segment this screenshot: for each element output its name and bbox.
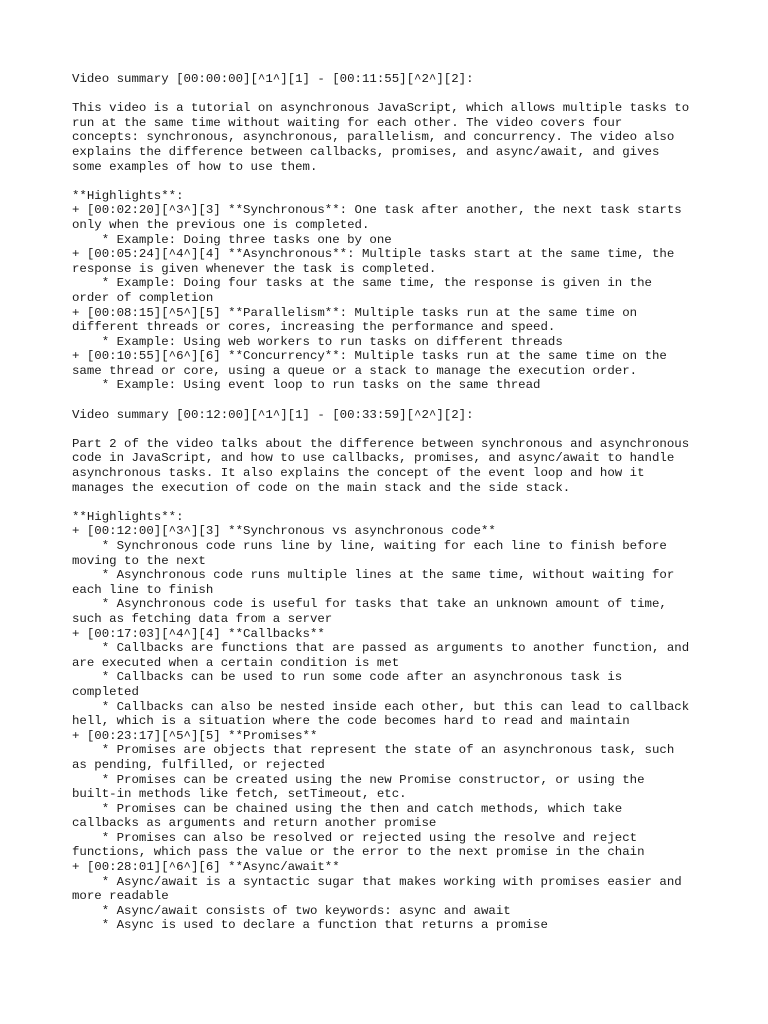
text-line: Part 2 of the video talks about the difference between synchronous and asynchronous — [72, 436, 690, 451]
text-line: each line to finish — [72, 582, 214, 597]
text-line: * Asynchronous code runs multiple lines at the same time, without waiting for — [72, 568, 675, 583]
text-line: more readable — [72, 889, 169, 904]
text-line: moving to the next — [72, 553, 206, 568]
text-line: * Promises are objects that represent the state of an asynchronous task, such — [72, 743, 675, 758]
text-line — [72, 393, 712, 408]
text-line: * Promises can also be resolved or rejected using the resolve and reject — [72, 830, 638, 845]
text-line — [72, 87, 712, 102]
text-line: * Example: Using event loop to run tasks on the same thread — [72, 378, 541, 393]
text-line: Video summary [00:00:00][^1^][1] - [00:11:55][^2^][2]: — [72, 72, 474, 86]
text-line: built-in methods like fetch, setTimeout, etc. — [72, 787, 407, 802]
text-line: This video is a tutorial on asynchronous JavaScript, which allows multiple tasks to — [72, 101, 690, 116]
text-line: * Example: Using web workers to run tasks on different threads — [72, 334, 563, 349]
text-line: * Example: Doing four tasks at the same time, the response is given in the — [72, 276, 652, 291]
text-line: hell, which is a situation where the code becomes hard to read and maintain — [72, 714, 630, 729]
text-line: run at the same time without waiting for each other. The video covers four — [72, 115, 623, 130]
text-line: callbacks as arguments and return another promise — [72, 816, 437, 831]
text-line: only when the previous one is completed. — [72, 217, 370, 232]
text-line: response is given whenever the task is completed. — [72, 261, 437, 276]
text-line: concepts: synchronous, asynchronous, parallelism, and concurrency. The video also — [72, 130, 675, 145]
text-line: + [00:05:24][^4^][4] **Asynchronous**: Multiple tasks start at the same time, the — [72, 247, 675, 262]
text-line: completed — [72, 684, 139, 699]
text-line: + [00:02:20][^3^][3] **Synchronous**: One task after another, the next task starts — [72, 203, 682, 218]
text-line: as pending, fulfilled, or rejected — [72, 757, 325, 772]
text-line: functions, which pass the value or the error to the next promise in the chain — [72, 845, 645, 860]
text-line: same thread or core, using a queue or a stack to manage the execution order. — [72, 363, 638, 378]
text-line: * Callbacks can also be nested inside each other, but this can lead to callback — [72, 699, 690, 714]
text-line: * Asynchronous code is useful for tasks that take an unknown amount of time, — [72, 597, 667, 612]
text-line: + [00:10:55][^6^][6] **Concurrency**: Multiple tasks run at the same time on the — [72, 349, 667, 364]
text-line: Video summary [00:12:00][^1^][1] - [00:33:59][^2^][2]: — [72, 407, 474, 422]
text-line: * Async/await is a syntactic sugar that makes working with promises easier and — [72, 874, 682, 889]
text-line: * Synchronous code runs line by line, waiting for each line to finish before — [72, 539, 667, 553]
text-line: code in JavaScript, and how to use callbacks, promises, and async/await to handle — [72, 451, 675, 466]
text-line: + [00:12:00][^3^][3] **Synchronous vs asynchronous code** — [72, 524, 496, 539]
text-line: * Promises can be chained using the then and catch methods, which take — [72, 801, 623, 816]
text-line: different threads or cores, increasing the performance and speed. — [72, 320, 556, 335]
text-line: **Highlights**: — [72, 188, 184, 203]
document-body — [72, 72, 712, 933]
text-line: * Callbacks can be used to run some code after an asynchronous task is — [72, 670, 623, 685]
text-line: some examples of how to use them. — [72, 159, 318, 174]
text-line: **Highlights**: — [72, 509, 184, 524]
text-line: are executed when a certain condition is met — [72, 655, 400, 670]
text-line: asynchronous tasks. It also explains the concept of the event loop and how it — [72, 466, 645, 481]
text-line: + [00:23:17][^5^][5] **Promises** — [72, 728, 318, 743]
text-line: * Example: Doing three tasks one by one — [72, 232, 392, 247]
text-line — [72, 422, 712, 437]
text-line: + [00:17:03][^4^][4] **Callbacks** — [72, 626, 325, 641]
text-line: * Async/await consists of two keywords: async and await — [72, 903, 511, 918]
text-line — [72, 174, 712, 189]
text-line: manages the execution of code on the main stack and the side stack. — [72, 480, 571, 495]
text-line: such as fetching data from a server — [72, 611, 333, 626]
text-line: * Promises can be created using the new Promise constructor, or using the — [72, 772, 645, 787]
text-line: + [00:08:15][^5^][5] **Parallelism**: Multiple tasks run at the same time on — [72, 305, 638, 320]
text-line: * Callbacks are functions that are passed as arguments to another function, and — [72, 641, 690, 656]
text-line: * Async is used to declare a function that returns a promise — [72, 918, 548, 933]
text-line: + [00:28:01][^6^][6] **Async/await** — [72, 860, 340, 875]
text-line — [72, 495, 712, 510]
text-line: explains the difference between callbacks, promises, and async/await, and gives — [72, 144, 660, 159]
text-line: order of completion — [72, 290, 214, 305]
